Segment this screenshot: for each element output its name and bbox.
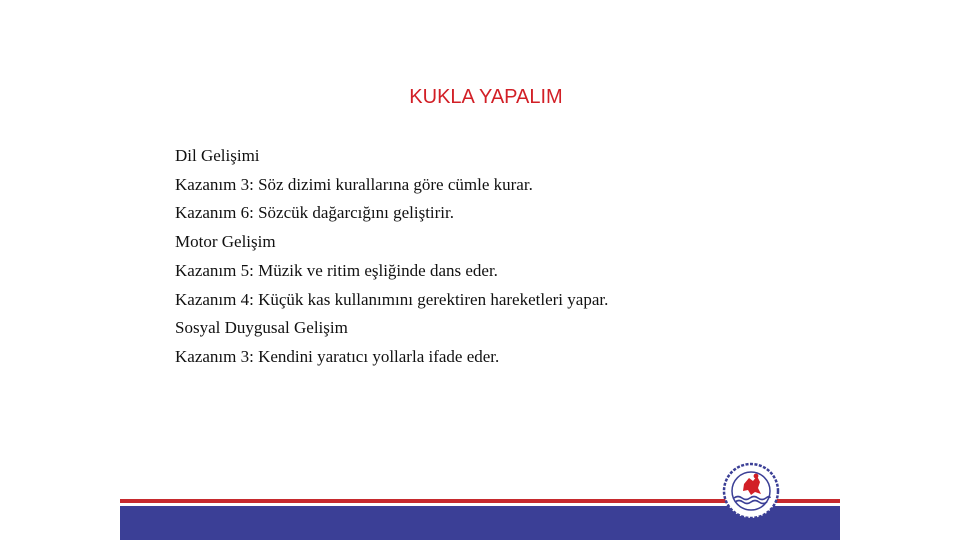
list-item: Dil Gelişimi — [175, 146, 260, 165]
list-item: Kazanım 3: Söz dizimi kurallarına göre cümle kurar. — [175, 174, 533, 194]
list-item: Kazanım 3: Kendini yaratıcı yollarla ifade eder. — [175, 346, 500, 366]
university-emblem-icon — [722, 462, 780, 520]
outcomes-list — [175, 142, 795, 372]
list-item: Sosyal Duygusal Gelişim — [175, 318, 348, 338]
list-item: Motor Gelişim — [175, 232, 276, 252]
list-item: Kazanım 6: Sözcük dağarcığını geliştirir. — [175, 203, 455, 223]
slide-title: KUKLA YAPALIM — [409, 86, 563, 108]
list-item: Kazanım 4: Küçük kas kullanımını gerektiren hareketleri yapar. — [175, 289, 609, 309]
list-item: Kazanım 5: Müzik ve ritim eşliğinde dans eder. — [175, 260, 498, 280]
